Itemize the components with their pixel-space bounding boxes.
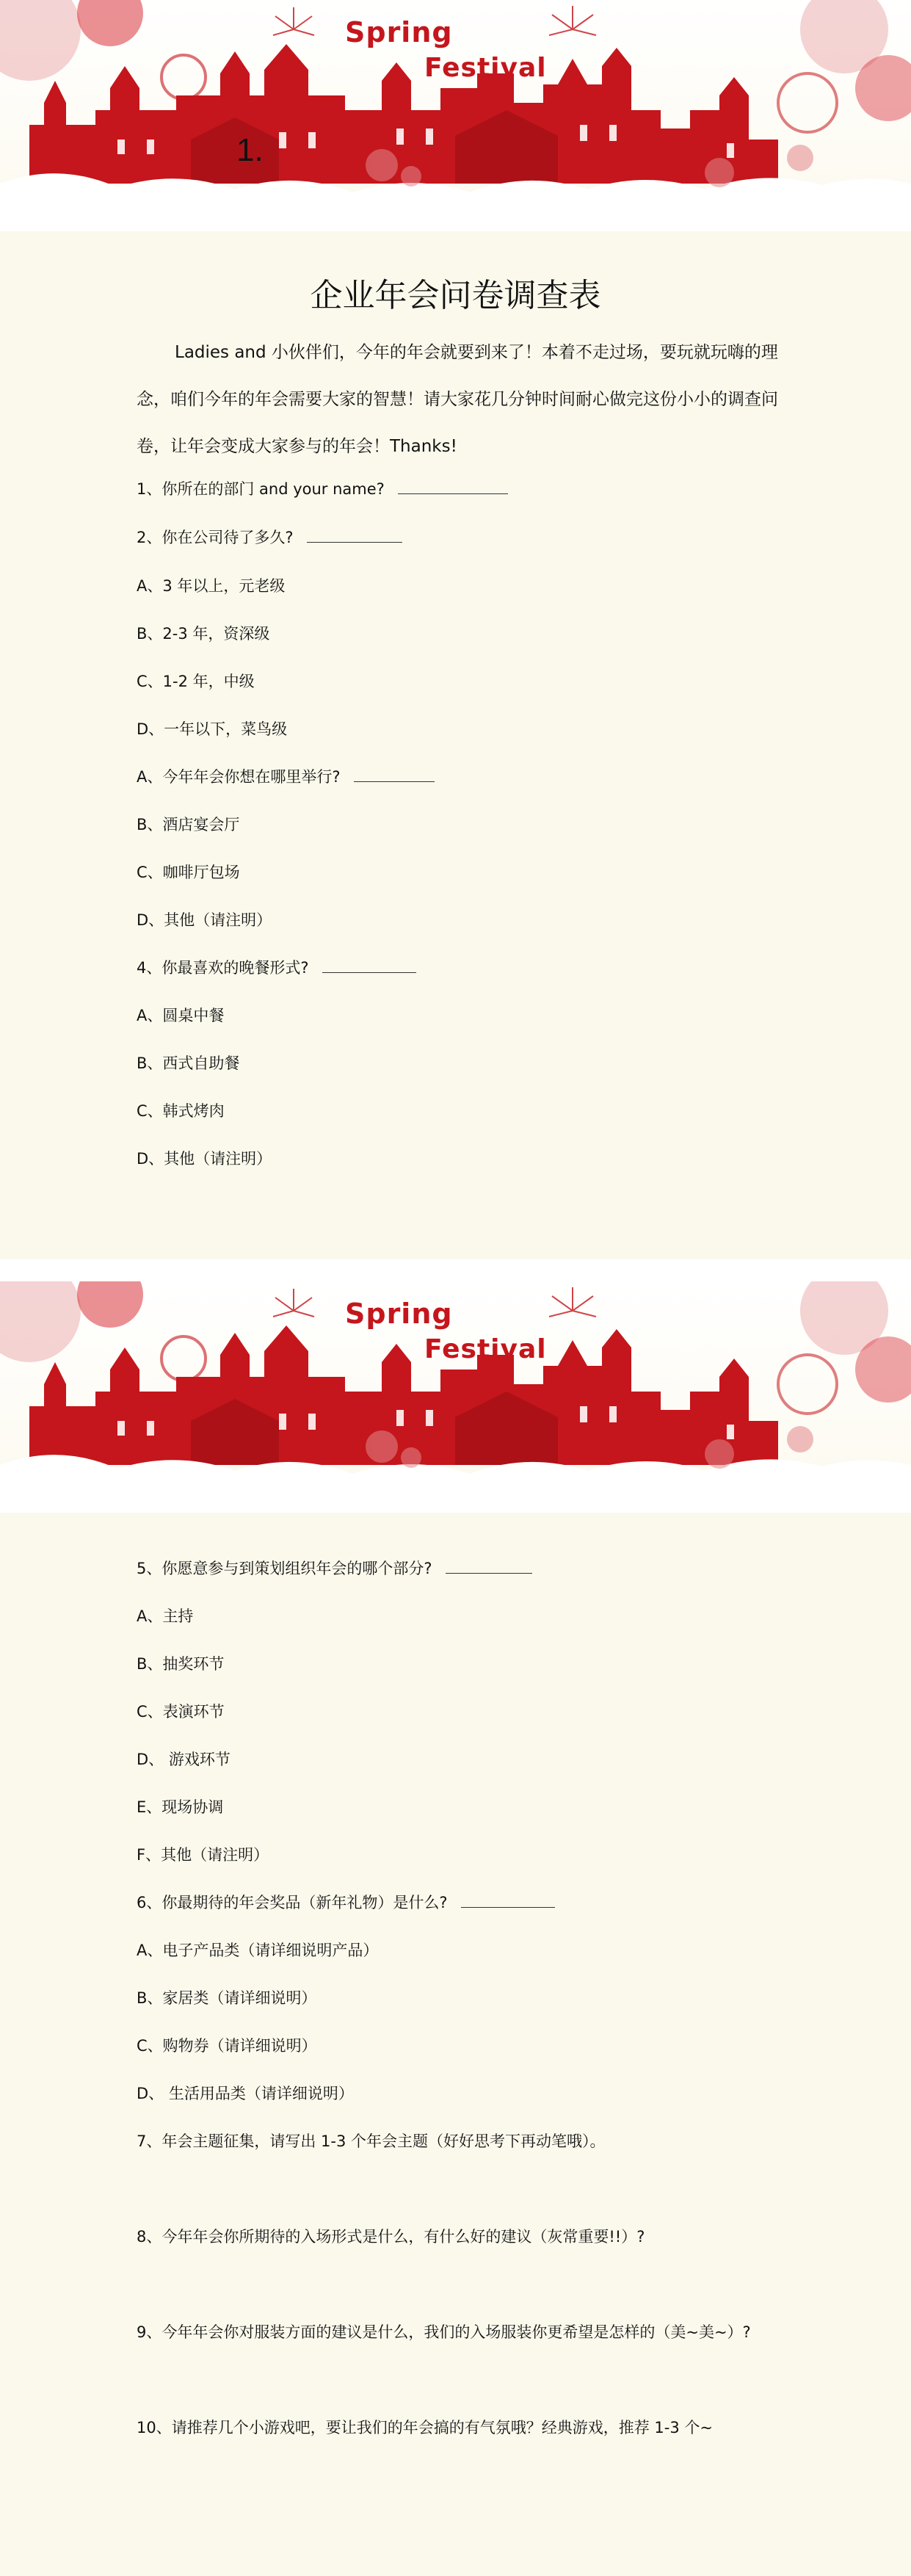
question-2 [137,526,402,548]
castle-papercut-illustration [0,1281,911,1513]
answer-blank[interactable] [461,1891,555,1908]
option-item: D、其他（请注明） [137,1150,272,1168]
option-item: D、其他（请注明） [137,911,272,929]
option-item: B、酒店宴会厅 [137,816,240,833]
option-item: A、圆桌中餐 [137,1007,225,1024]
option-item: D、 游戏环节 [137,1751,231,1768]
question-1 [137,477,508,499]
question-text: A、今年年会你想在哪里举行? [137,768,341,786]
option-item: B、2-3 年，资深级 [137,625,270,643]
option-item: F、其他（请注明） [137,1846,269,1864]
option-item: B、西式自助餐 [137,1054,240,1072]
question-text: 1、你所在的部门 and your name? [137,480,385,498]
option-item: A、3 年以上，元老级 [137,577,286,595]
option-item: C、咖啡厅包场 [137,864,240,881]
spring-festival-banner [0,1281,911,1513]
option-item: C、购物券（请详细说明） [137,2037,317,2055]
question-5 [137,1557,532,1579]
question-text: 5、你愿意参与到策划组织年会的哪个部分? [137,1560,432,1577]
answer-blank[interactable] [307,526,402,543]
option-item: B、抽奖环节 [137,1655,225,1673]
option-item: A、主持 [137,1607,194,1625]
answer-blank[interactable] [322,956,416,973]
document-title: 企业年会问卷调查表 [310,277,601,314]
option-item: A、电子产品类（请详细说明产品） [137,1942,379,1959]
list-marker: 1. [236,132,264,168]
spring-festival-banner [0,0,911,231]
option-item: D、一年以下，菜鸟级 [137,720,288,738]
question-10: 10、请推荐几个小游戏吧，要让我们的年会搞的有气氛哦？经典游戏，推荐 1-3 个~ [137,2419,713,2436]
answer-blank[interactable] [446,1557,532,1574]
question-8: 8、今年年会你所期待的入场形式是什么，有什么好的建议（灰常重要!!）? [137,2228,645,2246]
option-item: D、 生活用品类（请详细说明） [137,2085,354,2102]
castle-papercut-illustration [0,0,911,231]
question-text: 6、你最期待的年会奖品（新年礼物）是什么? [137,1894,448,1911]
question-4 [137,956,416,978]
question-text: 4、你最喜欢的晚餐形式? [137,959,309,977]
spring-heading: Spring [345,1298,453,1330]
spring-heading: Spring [345,16,453,48]
question-9: 9、今年年会你对服装方面的建议是什么，我们的入场服装你更希望是怎样的（美~美~）? [137,2323,751,2341]
option-item: C、表演环节 [137,1703,225,1721]
answer-blank[interactable] [354,765,435,782]
option-item: E、现场协调 [137,1798,224,1816]
festival-heading: Festival [424,1334,547,1364]
question-text: 2、你在公司待了多久? [137,529,294,546]
page-2 [0,1281,911,2576]
intro-paragraph: Ladies and 小伙伴们，今年的年会就要到来了！本着不走过场，要玩就玩嗨的理念，咱们今年的年会需要大家的智慧！请大家花几分钟时间耐心做完这份小小的调查问卷，让年会变成大家参与的年会！Thanks! [137,343,778,456]
question-3 [137,765,435,787]
question-7: 7、年会主题征集，请写出 1-3 个年会主题（好好思考下再动笔哦）。 [137,2132,606,2150]
option-item: C、1-2 年，中级 [137,673,255,690]
answer-blank[interactable] [398,477,508,494]
festival-heading: Festival [424,53,547,83]
page-1 [0,0,911,1259]
option-item: B、家居类（请详细说明） [137,1989,317,2007]
option-item: C、韩式烤肉 [137,1102,225,1120]
question-6 [137,1891,555,1913]
